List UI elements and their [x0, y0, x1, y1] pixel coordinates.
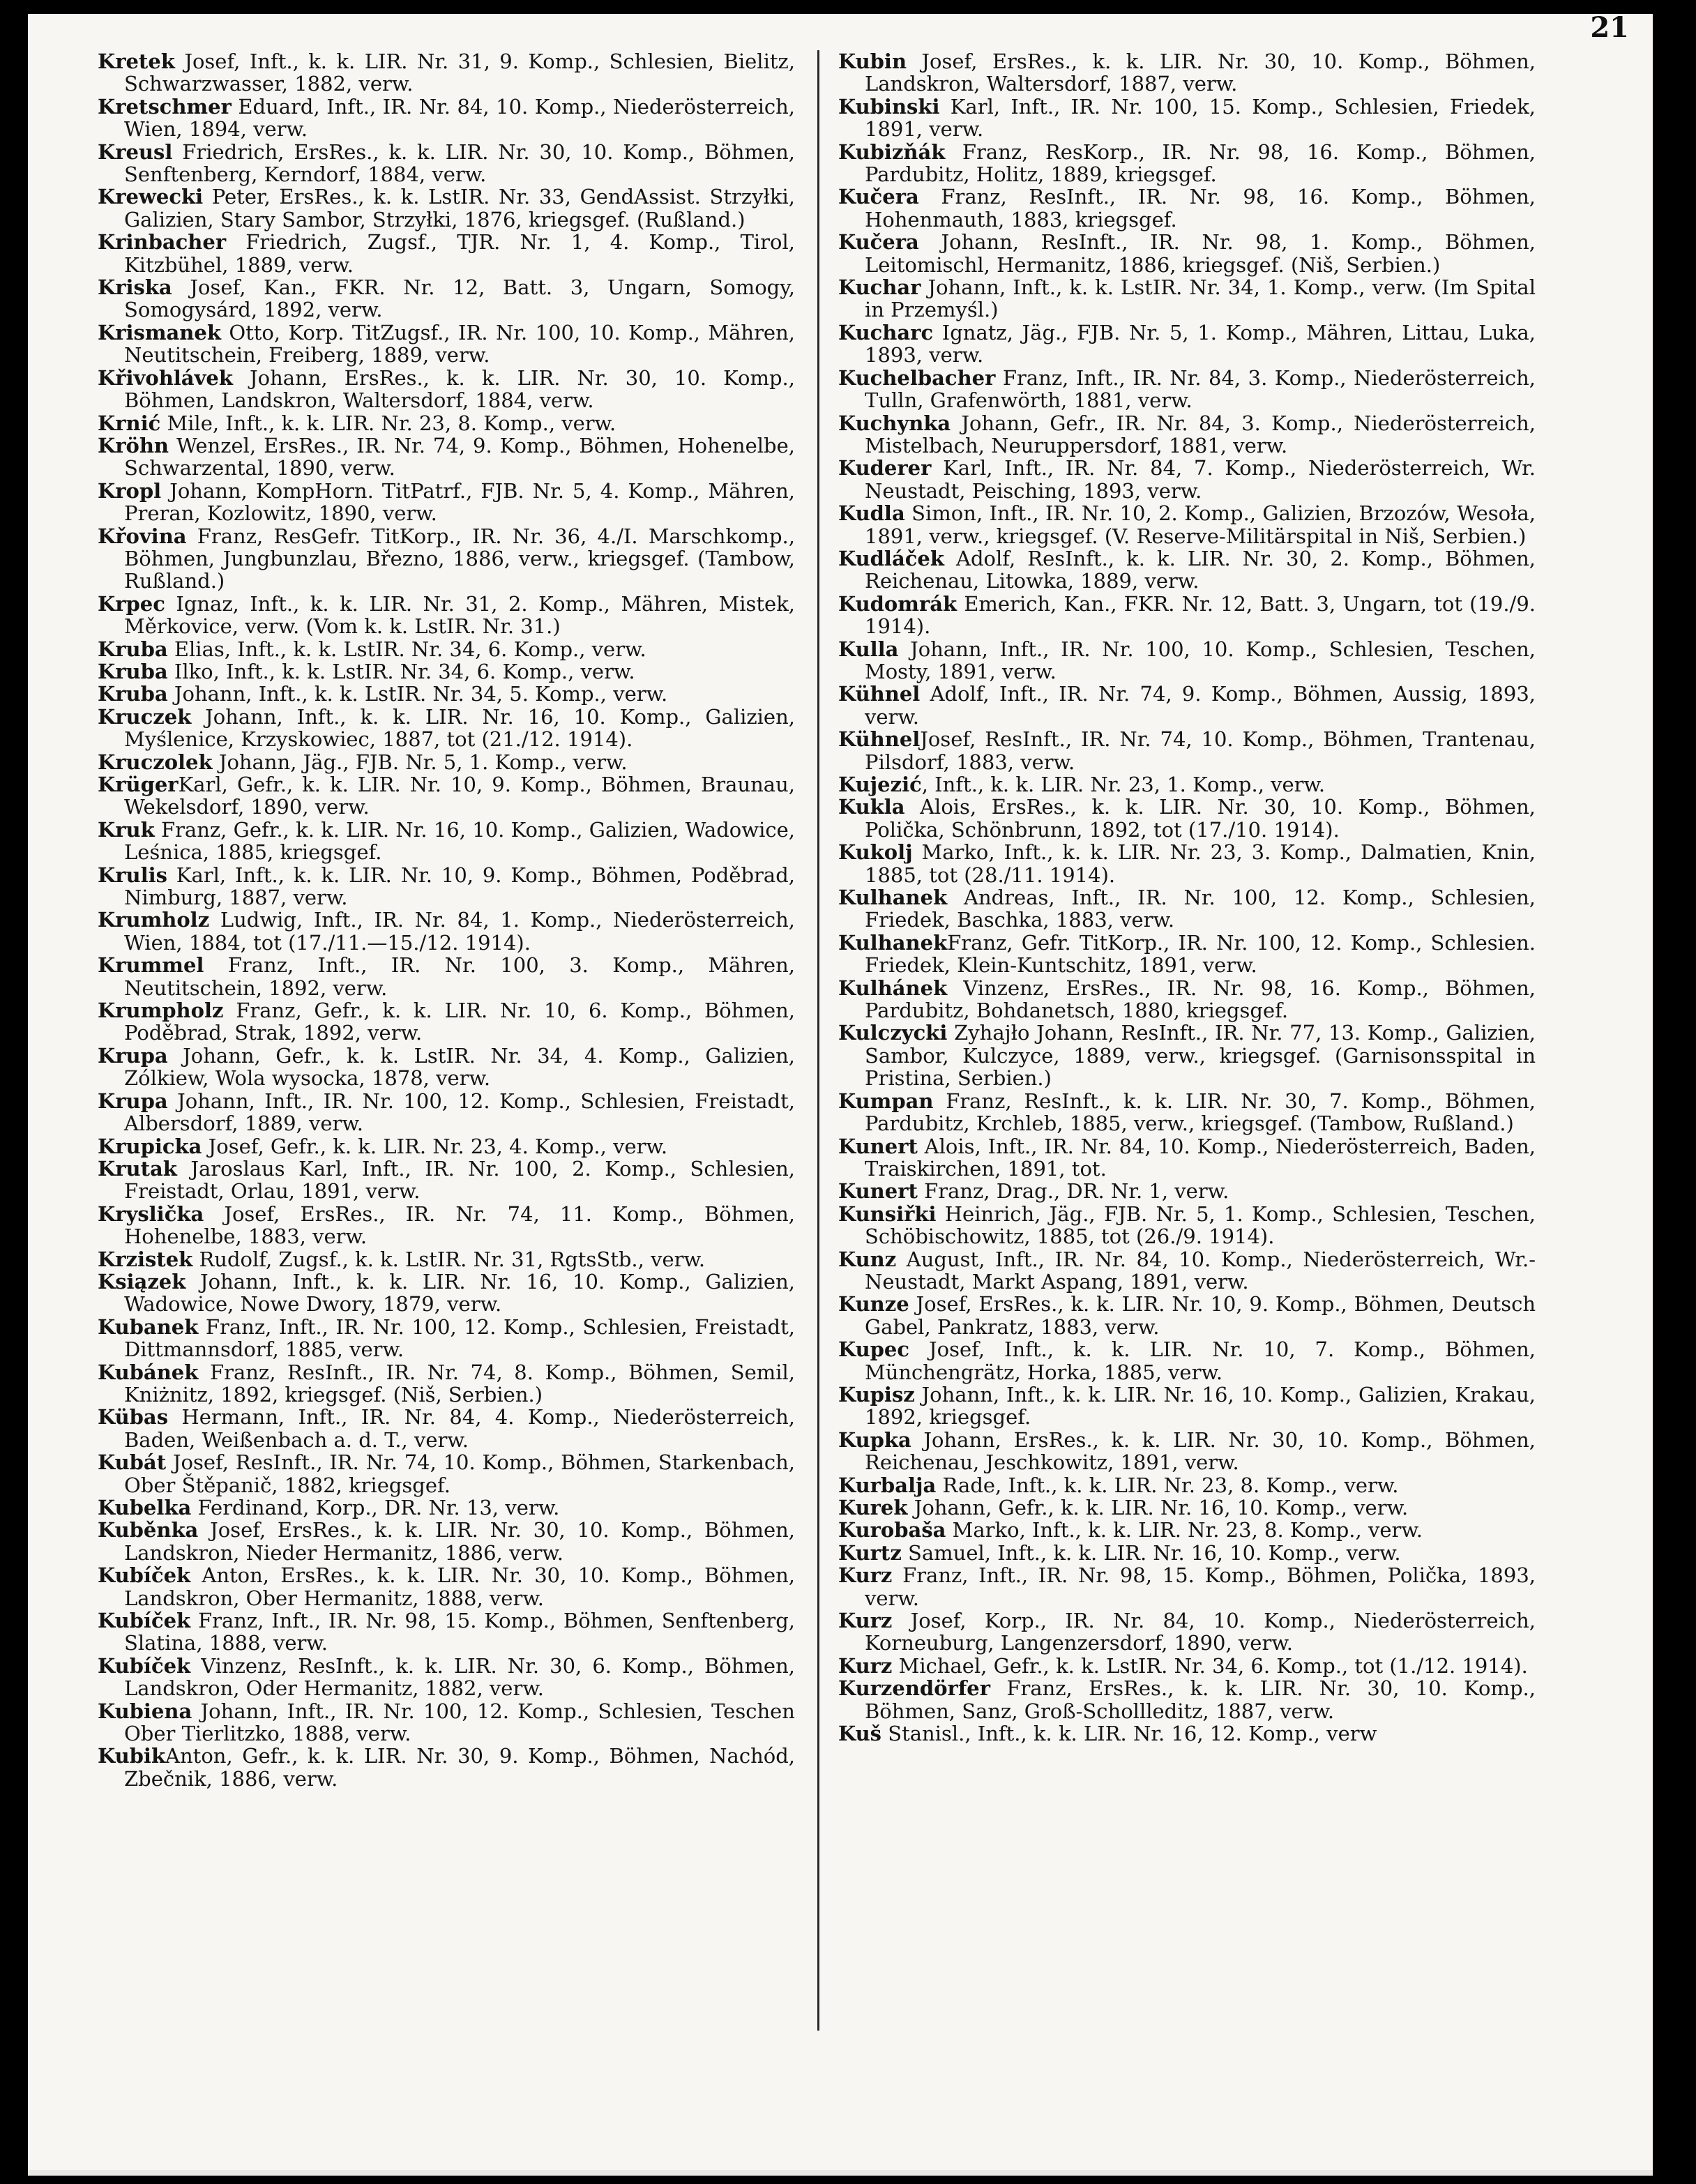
roster-entry — [98, 1248, 795, 1271]
roster-entry — [838, 457, 1536, 502]
entry-surname: Kulczycki — [838, 1021, 948, 1045]
roster-entry — [98, 638, 795, 660]
entry-surname: Krismanek — [98, 320, 221, 344]
entry-surname: Kubíček — [98, 1563, 191, 1588]
entry-surname: Kruk — [98, 817, 155, 842]
entry-details: Franz, Gefr., k. k. LIR. Nr. 16, 10. Komp., Galizien, Wadowice, Leśnica, 1885, kriegsgef. — [124, 817, 795, 865]
column-divider — [817, 50, 819, 2031]
roster-entry — [98, 185, 795, 231]
entry-details: Ferdinand, Korp., DR. Nr. 13, verw. — [191, 1496, 560, 1519]
page-number: 21 — [1590, 14, 1629, 44]
entry-details: Michael, Gefr., k. k. LstIR. Nr. 34, 6. Komp., tot (1./12. 1914). — [892, 1653, 1528, 1678]
entry-details: Ilko, Inft., k. k. LstIR. Nr. 34, 6. Komp., verw. — [167, 659, 635, 683]
roster-entry — [98, 1609, 795, 1655]
entry-details: Franz, Gefr., k. k. LIR. Nr. 10, 6. Komp., Böhmen, Poděbrad, Strak, 1892, verw. — [124, 999, 795, 1045]
entry-surname: Kriska — [98, 275, 172, 300]
entry-surname: Krulis — [98, 863, 167, 887]
entry-surname: Kruba — [98, 659, 168, 683]
entry-details: Franz, ResGefr. TitKorp., IR. Nr. 36, 4./I. Marschkomp., Böhmen, Jungbunzlau, Březno, 1886, verw., kriegsgef. (Tambow, Rußland.) — [124, 524, 795, 593]
entry-details: Adolf, ResInft., k. k. LIR. Nr. 30, 2. Komp., Böhmen, Reichenau, Litowka, 1889, verw. — [865, 546, 1536, 593]
entry-surname: Ksiązek — [98, 1269, 186, 1294]
roster-entry — [838, 367, 1536, 412]
roster-entry — [838, 1564, 1536, 1609]
entry-details: Rudolf, Zugsf., k. k. LstIR. Nr. 31, RgtsStb., verw. — [192, 1247, 706, 1271]
roster-entry — [98, 660, 795, 683]
roster-entry — [838, 932, 1536, 977]
entry-details: Vinzenz, ResInft., k. k. LIR. Nr. 30, 6. Komp., Böhmen, Landskron, Oder Hermanitz, 1882, verw. — [124, 1653, 795, 1701]
roster-entry — [98, 1090, 795, 1135]
entry-details: Johann, Gefr., IR. Nr. 84, 3. Komp., Niederösterreich, Mistelbach, Neuruppersdorf, 1881, verw. — [865, 411, 1536, 457]
entry-details: Mile, Inft., k. k. LIR. Nr. 23, 8. Komp., verw. — [160, 411, 616, 435]
entry-details: Johann, Gefr., k. k. LstIR. Nr. 34, 4. Komp., Galizien, Zólkiew, Wola wysocka, 1878, verw. — [124, 1043, 795, 1091]
roster-entry — [98, 1564, 795, 1609]
entry-surname: Krewecki — [98, 185, 204, 209]
roster-entry — [98, 751, 795, 773]
entry-details: Otto, Korp. TitZugsf., IR. Nr. 100, 10. Komp., Mähren, Neutitschein, Freiberg, 1889, verw. — [124, 320, 795, 367]
roster-entry — [838, 1383, 1536, 1429]
entry-details: Karl, Gefr., k. k. LIR. Nr. 10, 9. Komp., Böhmen, Braunau, Wekelsdorf, 1890, verw. — [124, 773, 795, 819]
roster-entry — [98, 1406, 795, 1451]
roster-entry — [98, 321, 795, 367]
entry-surname: Krnić — [98, 411, 161, 435]
roster-entry — [838, 683, 1536, 728]
roster-entry — [98, 276, 795, 321]
entry-details: Friedrich, ErsRes., k. k. LIR. Nr. 30, 10. Komp., Böhmen, Senftenberg, Kerndorf, 1884, verw. — [124, 139, 795, 187]
entry-details: Marko, Inft., k. k. LIR. Nr. 23, 3. Komp., Dalmatien, Knin, 1885, tot (28./11. 1914). — [865, 840, 1536, 887]
roster-entry — [838, 1474, 1536, 1496]
entry-details: Franz, Drag., DR. Nr. 1, verw. — [917, 1179, 1229, 1204]
entry-surname: Kurzendörfer — [838, 1676, 991, 1701]
entry-surname: Kühnel — [838, 727, 921, 752]
roster-entry — [838, 1293, 1536, 1338]
roster-entry — [838, 412, 1536, 457]
roster-entry — [98, 1655, 795, 1700]
entry-details: Stanisl., Inft., k. k. LIR. Nr. 16, 12. Komp., verw — [881, 1722, 1377, 1746]
entry-surname: Krummel — [98, 953, 204, 978]
entry-details: Karl, Inft., IR. Nr. 100, 15. Komp., Schlesien, Friedek, 1891, verw. — [865, 94, 1536, 142]
entry-surname: Kurz — [838, 1563, 893, 1588]
entry-surname: Krumpholz — [98, 999, 224, 1023]
entry-details: Friedrich, Zugsf., TJR. Nr. 1, 4. Komp., Tirol, Kitzbühel, 1889, verw. — [124, 230, 795, 277]
roster-entry — [98, 1271, 795, 1316]
entry-surname: Kubíček — [98, 1609, 191, 1633]
entry-details: Simon, Inft., IR. Nr. 10, 2. Komp., Galizien, Brzozów, Wesoła, 1891, verw., kriegsgef. (V. Reserve-Militärspital in Niš, Serbien.) — [865, 501, 1536, 548]
entry-details: Franz, Inft., IR. Nr. 98, 15. Komp., Böhmen, Senftenberg, Slatina, 1888, verw. — [124, 1609, 795, 1655]
entry-surname: Kubelka — [98, 1496, 192, 1519]
roster-entry — [98, 864, 795, 909]
entry-details: Zyhajło Johann, ResInft., IR. Nr. 77, 13. Komp., Galizien, Sambor, Kulczyce, 1889, verw., kriegsgef. (Garnisonsspital in Pristina, Serbien.) — [865, 1021, 1536, 1091]
entry-details: Johann, Inft., k. k. LIR. Nr. 16, 10. Komp., Galizien, Wadowice, Nowe Dwory, 1879, verw. — [124, 1269, 795, 1317]
entry-details: Josef, ResInft., IR. Nr. 74, 10. Komp., Böhmen, Trantenau, Pilsdorf, 1883, verw. — [865, 727, 1536, 774]
entry-surname: Kubizňák — [838, 139, 946, 164]
entry-details: Johann, Inft., IR. Nr. 100, 12. Komp., Schlesien, Teschen Ober Tierlitzko, 1888, verw. — [124, 1699, 795, 1746]
roster-entry — [98, 525, 795, 593]
roster-entry — [98, 1158, 795, 1203]
entry-surname: Krüger — [98, 773, 179, 796]
entry-details: Alois, ErsRes., k. k. LIR. Nr. 30, 10. Komp., Böhmen, Polička, Schönbrunn, 1892, tot (17./10. 1914). — [865, 795, 1536, 842]
entry-details: Josef, Korp., IR. Nr. 84, 10. Komp., Niederösterreich, Korneuburg, Langenzersdorf, 1890, verw. — [865, 1609, 1536, 1655]
entry-details: Johann, Inft., IR. Nr. 100, 12. Komp., Schlesien, Freistadt, Albersdorf, 1889, verw. — [124, 1089, 795, 1136]
entry-surname: Kretek — [98, 50, 175, 73]
scanned-page — [28, 14, 1653, 2176]
entry-details: Johann, ErsRes., k. k. LIR. Nr. 30, 10. Komp., Böhmen, Reichenau, Jeschkowitz, 1891, verw. — [865, 1427, 1536, 1475]
entry-surname: Kretschmer — [98, 94, 232, 119]
entry-surname: Kröhn — [98, 433, 169, 457]
roster-entry — [98, 1316, 795, 1361]
entry-surname: Kuchar — [838, 275, 921, 300]
entry-surname: Kübas — [98, 1405, 169, 1430]
entry-details: Franz, Inft., IR. Nr. 100, 3. Komp., Mähren, Neutitschein, 1892, verw. — [124, 953, 795, 1000]
entry-details: Franz, ResInft., k. k. LIR. Nr. 30, 7. Komp., Böhmen, Pardubitz, Krchleb, 1885, verw., kriegsgef. (Tambow, Rußland.) — [865, 1089, 1536, 1136]
roster-entry — [98, 1519, 795, 1564]
entry-surname: Krutak — [98, 1156, 177, 1181]
entry-details: Josef, Inft., k. k. LIR. Nr. 31, 9. Komp., Schlesien, Bielitz, Schwarzwasser, 1882, verw. — [124, 50, 795, 96]
entry-details: Anton, Gefr., k. k. LIR. Nr. 30, 9. Komp., Böhmen, Nachód, Zbečnik, 1886, verw. — [124, 1744, 795, 1791]
roster-entry — [98, 1745, 795, 1790]
entry-surname: Kurek — [838, 1496, 908, 1519]
entry-surname: Kunert — [838, 1179, 918, 1204]
roster-entry — [838, 185, 1536, 231]
roster-entry — [838, 1203, 1536, 1248]
entry-details: Ignaz, Inft., k. k. LIR. Nr. 31, 2. Komp., Mähren, Mistek, Měrkovice, verw. (Vom k. k. LstIR. Nr. 31.) — [124, 591, 795, 639]
entry-details: Johann, Jäg., FJB. Nr. 5, 1. Komp., verw. — [212, 750, 628, 774]
roster-entry — [98, 367, 795, 412]
entry-surname: Kuš — [838, 1722, 881, 1746]
entry-surname: Kruczek — [98, 704, 192, 729]
entry-details: , Inft., k. k. LIR. Nr. 23, 1. Komp., verw. — [921, 773, 1326, 796]
entry-details: Samuel, Inft., k. k. LIR. Nr. 16, 10. Komp., verw. — [901, 1540, 1401, 1565]
entry-surname: Kulla — [838, 637, 899, 661]
roster-entry — [98, 1203, 795, 1248]
entry-surname: Kudomrák — [838, 591, 957, 616]
page-bottom-edge — [28, 2170, 1653, 2176]
roster-entry — [838, 1090, 1536, 1135]
entry-surname: Kuderer — [838, 456, 932, 480]
roster-entry — [838, 886, 1536, 932]
entry-surname: Kuchelbacher — [838, 365, 996, 390]
entry-surname: Kumpan — [838, 1089, 934, 1113]
entry-surname: Kulhánek — [838, 976, 948, 1000]
entry-details: Johann, Inft., k. k. LstIR. Nr. 34, 1. Komp., verw. (Im Spital in Przemyśl.) — [865, 275, 1536, 322]
entry-surname: Krupicka — [98, 1134, 202, 1158]
roster-entry — [98, 683, 795, 705]
roster-entry — [98, 1045, 795, 1090]
entry-surname: Kurbalja — [838, 1473, 937, 1497]
entry-surname: Kubin — [838, 50, 907, 73]
roster-entry — [838, 728, 1536, 773]
entry-details: Josef, ErsRes., k. k. LIR. Nr. 30, 10. Komp., Böhmen, Landskron, Nieder Hermanitz, 1886, verw. — [124, 1518, 795, 1565]
entry-surname: Kunsiřki — [838, 1201, 937, 1226]
roster-entry — [98, 773, 795, 819]
entry-details: Franz, Inft., IR. Nr. 98, 15. Komp., Böhmen, Polička, 1893, verw. — [865, 1563, 1536, 1610]
entry-surname: Kulhanek — [838, 886, 948, 910]
entry-surname: Kropl — [98, 478, 162, 503]
roster-entry — [838, 276, 1536, 321]
entry-details: Eduard, Inft., IR. Nr. 84, 10. Komp., Niederösterreich, Wien, 1894, verw. — [124, 94, 795, 142]
entry-details: Johann, Inft., k. k. LIR. Nr. 16, 10. Komp., Galizien, Krakau, 1892, kriegsgef. — [865, 1382, 1536, 1430]
entry-details: Peter, ErsRes., k. k. LstIR. Nr. 33, GendAssist. Strzyłki, Galizien, Stary Sambor, Strzyłki, 1876, kriegsgef. (Rußland.) — [124, 185, 795, 232]
roster-entry — [98, 954, 795, 999]
entry-details: Rade, Inft., k. k. LIR. Nr. 23, 8. Komp., verw. — [936, 1473, 1399, 1497]
entry-surname: Kučera — [838, 230, 919, 255]
roster-entry — [98, 231, 795, 276]
entry-surname: Kubát — [98, 1450, 167, 1475]
entry-surname: Kukla — [838, 795, 905, 819]
entry-surname: Kruba — [98, 637, 168, 661]
entry-details: Johann, KompHorn. TitPatrf., FJB. Nr. 5, 4. Komp., Mähren, Preran, Kozlowitz, 1890, verw. — [124, 478, 795, 526]
entry-details: Franz, ResInft., IR. Nr. 74, 8. Komp., Böhmen, Semil, Kniżnitz, 1892, kriegsgef. (Niš, Serbien.) — [124, 1360, 795, 1406]
roster-entry — [98, 999, 795, 1045]
entry-details: Marko, Inft., k. k. LIR. Nr. 23, 8. Komp., verw. — [946, 1518, 1423, 1542]
entry-surname: Kupisz — [838, 1382, 915, 1406]
roster-entry — [838, 1496, 1536, 1519]
entry-surname: Kubiena — [98, 1699, 192, 1723]
roster-entry — [838, 1135, 1536, 1181]
entry-surname: Krumholz — [98, 908, 210, 932]
roster-entry — [98, 593, 795, 638]
entry-surname: Krpec — [98, 591, 165, 616]
roster-entry — [98, 1700, 795, 1745]
roster-entry — [98, 819, 795, 864]
entry-surname: Kreusl — [98, 139, 173, 164]
entry-surname: Kubíček — [98, 1653, 191, 1678]
entry-surname: Kupka — [838, 1427, 911, 1452]
entry-surname: Kurtz — [838, 1540, 902, 1565]
roster-entry — [98, 706, 795, 751]
entry-surname: Kunze — [838, 1292, 909, 1317]
entry-details: Vinzenz, ErsRes., IR. Nr. 98, 16. Komp., Böhmen, Pardubitz, Bohdanetsch, 1880, kriegsgef. — [865, 976, 1536, 1023]
entry-details: Johann, Inft., k. k. LstIR. Nr. 34, 5. Komp., verw. — [167, 682, 668, 706]
roster-entry — [98, 480, 795, 525]
roster-entry — [838, 593, 1536, 638]
entry-surname: Kurz — [838, 1609, 893, 1633]
entry-surname: Krupa — [98, 1089, 168, 1113]
entry-details: Ludwig, Inft., IR. Nr. 84, 1. Komp., Niederösterreich, Wien, 1884, tot (17./11.—15./12. 1914). — [124, 908, 795, 955]
roster-entry — [838, 796, 1536, 841]
roster-entry — [838, 231, 1536, 276]
entry-surname: Krinbacher — [98, 230, 227, 255]
entry-surname: Kujezić — [838, 773, 922, 796]
right-column — [838, 50, 1536, 1745]
entry-details: Johann, ResInft., IR. Nr. 98, 1. Komp., Böhmen, Leitomischl, Hermanitz, 1886, kriegsgef. (Niš, Serbien.) — [865, 230, 1536, 277]
roster-entry — [98, 96, 795, 141]
roster-entry — [838, 321, 1536, 367]
roster-entry — [98, 412, 795, 434]
entry-details: Franz, ErsRes., k. k. LIR. Nr. 30, 10. Komp., Böhmen, Sanz, Groß-Schollleditz, 1887, verw. — [865, 1676, 1536, 1723]
roster-entry — [98, 141, 795, 186]
entry-details: Franz, Gefr. TitKorp., IR. Nr. 100, 12. Komp., Schlesien. Friedek, Klein-Kuntschitz, 1891, verw. — [865, 930, 1536, 978]
entry-details: Elias, Inft., k. k. LstIR. Nr. 34, 6. Komp., verw. — [167, 637, 646, 661]
entry-surname: Kubinski — [838, 94, 940, 119]
entry-details: Josef, ErsRes., k. k. LIR. Nr. 10, 9. Komp., Böhmen, Deutsch Gabel, Pankratz, 1883, verw. — [865, 1292, 1536, 1339]
entry-surname: Kuchynka — [838, 411, 951, 435]
entry-details: Emerich, Kan., FKR. Nr. 12, Batt. 3, Ungarn, tot (19./9. 1914). — [865, 591, 1536, 639]
roster-entry — [98, 1361, 795, 1406]
roster-entry — [838, 1655, 1536, 1677]
entry-details: Hermann, Inft., IR. Nr. 84, 4. Komp., Niederösterreich, Baden, Weißenbach a. d. T., verw. — [124, 1405, 795, 1452]
entry-surname: Kruba — [98, 682, 168, 706]
entry-surname: Kučera — [838, 185, 919, 209]
roster-entry — [838, 1248, 1536, 1294]
roster-entry — [98, 434, 795, 480]
entry-details: Karl, Inft., k. k. LIR. Nr. 10, 9. Komp., Böhmen, Poděbrad, Nimburg, 1887, verw. — [124, 863, 795, 910]
roster-entry — [98, 909, 795, 954]
entry-surname: Kukolj — [838, 840, 913, 865]
roster-entry — [838, 1519, 1536, 1541]
entry-details: Karl, Inft., IR. Nr. 84, 7. Komp., Niederösterreich, Wr. Neustadt, Peisching, 1893, verw. — [865, 456, 1536, 503]
entry-surname: Kurz — [838, 1653, 893, 1678]
entry-surname: Kühnel — [838, 682, 921, 706]
entry-details: Wenzel, ErsRes., IR. Nr. 74, 9. Komp., Böhmen, Hohenelbe, Schwarzental, 1890, verw. — [124, 433, 795, 480]
roster-entry — [838, 1542, 1536, 1564]
entry-details: Alois, Inft., IR. Nr. 84, 10. Komp., Niederösterreich, Baden, Traiskirchen, 1891, tot. — [865, 1134, 1536, 1181]
entry-surname: Kupec — [838, 1337, 910, 1362]
entry-details: Heinrich, Jäg., FJB. Nr. 5, 1. Komp., Schlesien, Teschen, Schöbischowitz, 1885, tot (26./9. 1914). — [865, 1201, 1536, 1249]
entry-details: Josef, Gefr., k. k. LIR. Nr. 23, 4. Komp., verw. — [202, 1134, 668, 1158]
roster-entry — [98, 1135, 795, 1158]
roster-entry — [838, 638, 1536, 683]
entry-surname: Kunert — [838, 1134, 918, 1158]
entry-surname: Kucharc — [838, 320, 934, 344]
roster-entry — [838, 141, 1536, 186]
roster-entry — [838, 841, 1536, 886]
entry-surname: Kubánek — [98, 1360, 199, 1384]
entry-surname: Křovina — [98, 524, 187, 548]
entry-surname: Kudláček — [838, 546, 944, 570]
entry-details: Franz, ResKorp., IR. Nr. 98, 16. Komp., Böhmen, Pardubitz, Holitz, 1889, kriegsgef. — [865, 139, 1536, 187]
entry-surname: Kubik — [98, 1744, 166, 1768]
entry-details: August, Inft., IR. Nr. 84, 10. Komp., Niederösterreich, Wr.-Neustadt, Markt Aspang, 1891, verw. — [865, 1247, 1536, 1294]
entry-surname: Kubanek — [98, 1314, 199, 1339]
roster-entry — [98, 50, 795, 96]
roster-entry — [98, 1496, 795, 1519]
roster-entry — [838, 773, 1536, 796]
entry-surname: Kunz — [838, 1247, 897, 1271]
entry-surname: Křivohlávek — [98, 365, 233, 390]
entry-surname: Kulhanek — [838, 930, 948, 955]
entry-details: Anton, ErsRes., k. k. LIR. Nr. 30, 10. Komp., Böhmen, Landskron, Ober Hermanitz, 1888, verw. — [124, 1563, 795, 1610]
entry-surname: Kudla — [838, 501, 905, 526]
entry-details: Franz, Inft., IR. Nr. 84, 3. Komp., Niederösterreich, Tulln, Grafenwörth, 1881, verw. — [865, 365, 1536, 413]
entry-surname: Kuběnka — [98, 1518, 199, 1542]
roster-entry — [838, 50, 1536, 96]
roster-entry — [838, 1677, 1536, 1722]
roster-entry — [838, 547, 1536, 593]
entry-details: Josef, Kan., FKR. Nr. 12, Batt. 3, Ungarn, Somogy, Somogysárd, 1892, verw. — [124, 275, 795, 322]
roster-entry — [838, 1180, 1536, 1202]
entry-details: Franz, ResInft., IR. Nr. 98, 16. Komp., Böhmen, Hohenmauth, 1883, kriegsgef. — [865, 185, 1536, 232]
roster-entry — [838, 502, 1536, 547]
roster-entry — [98, 1451, 795, 1496]
roster-entry — [838, 1429, 1536, 1474]
entry-details: Josef, ErsRes., k. k. LIR. Nr. 30, 10. Komp., Böhmen, Landskron, Waltersdorf, 1887, verw. — [865, 50, 1536, 96]
left-column — [98, 50, 795, 1790]
entry-details: Josef, Inft., k. k. LIR. Nr. 10, 7. Komp., Böhmen, Münchengrätz, Horka, 1885, verw. — [865, 1337, 1536, 1384]
entry-details: Johann, Gefr., k. k. LIR. Nr. 16, 10. Komp., verw. — [907, 1496, 1409, 1519]
entry-details: Andreas, Inft., IR. Nr. 100, 12. Komp., Schlesien, Friedek, Baschka, 1883, verw. — [865, 886, 1536, 932]
entry-details: Jaroslaus Karl, Inft., IR. Nr. 100, 2. Komp., Schlesien, Freistadt, Orlau, 1891, verw. — [124, 1156, 795, 1204]
roster-entry — [838, 1722, 1536, 1745]
entry-details: Ignatz, Jäg., FJB. Nr. 5, 1. Komp., Mähren, Littau, Luka, 1893, verw. — [865, 320, 1536, 367]
roster-entry — [838, 1022, 1536, 1089]
entry-surname: Kurobaša — [838, 1518, 946, 1542]
entry-details: Josef, ErsRes., IR. Nr. 74, 11. Komp., Böhmen, Hohenelbe, 1883, verw. — [124, 1201, 795, 1249]
entry-details: Adolf, Inft., IR. Nr. 74, 9. Komp., Böhmen, Aussig, 1893, verw. — [865, 682, 1536, 729]
entry-surname: Krupa — [98, 1043, 168, 1068]
roster-entry — [838, 1338, 1536, 1383]
entry-surname: Krzistek — [98, 1247, 193, 1271]
roster-entry — [838, 977, 1536, 1022]
entry-details: Franz, Inft., IR. Nr. 100, 12. Komp., Schlesien, Freistadt, Dittmannsdorf, 1885, verw. — [124, 1314, 795, 1362]
entry-surname: Kruczolek — [98, 750, 213, 774]
roster-entry — [838, 1609, 1536, 1655]
entry-details: Johann, Inft., k. k. LIR. Nr. 16, 10. Komp., Galizien, Myślenice, Krzyskowiec, 1887, tot (21./12. 1914). — [124, 704, 795, 752]
entry-details: Johann, ErsRes., k. k. LIR. Nr. 30, 10. Komp., Böhmen, Landskron, Waltersdorf, 1884, verw. — [124, 365, 795, 413]
entry-details: Johann, Inft., IR. Nr. 100, 10. Komp., Schlesien, Teschen, Mosty, 1891, verw. — [865, 637, 1536, 683]
roster-entry — [838, 96, 1536, 141]
entry-details: Josef, ResInft., IR. Nr. 74, 10. Komp., Böhmen, Starkenbach, Ober Štěpanič, 1882, kriegsgef. — [124, 1450, 795, 1497]
entry-surname: Kryslička — [98, 1201, 204, 1226]
